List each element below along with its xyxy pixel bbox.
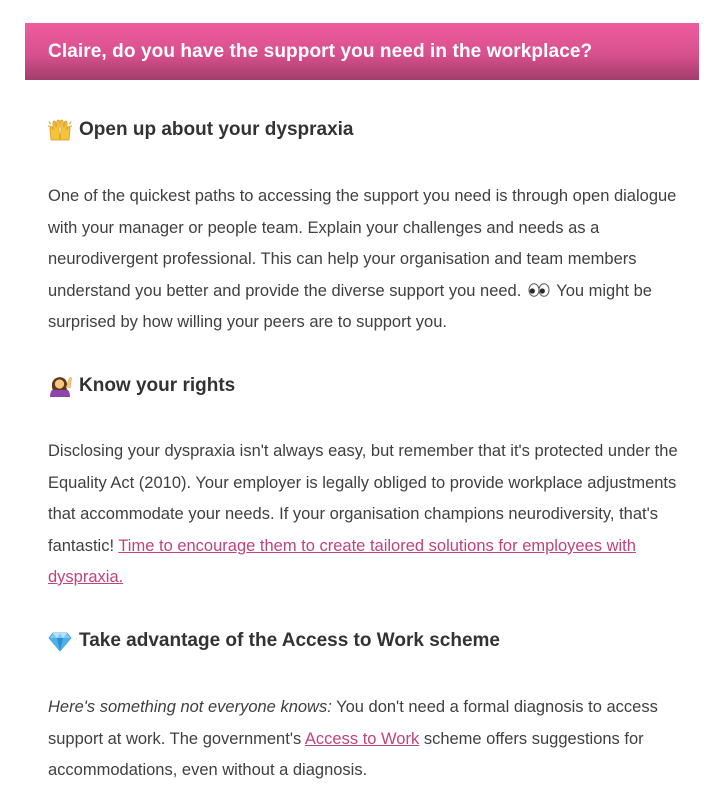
- section-heading-text: Open up about your dyspraxia: [79, 119, 354, 140]
- gem-icon: [48, 630, 72, 652]
- section-paragraph-know-rights: [48, 436, 678, 594]
- paragraph-text: One of the quickest paths to accessing the support you need is through open dialogue with your manager or people team. Explain your challenges and needs as a neurodivergent professional. This can help your organisation and team members understand you better and provide the diverse support you need.: [48, 187, 677, 300]
- section-heading-text: Know your rights: [79, 375, 236, 396]
- paragraph-text: Disclosing your dyspraxia isn't always easy, but remember that it's protected under the Equality Act (2010). Your employer is legally obliged to provide workplace adjustments that accommodate your needs. If your organisation champions neurodiversity, that's fantastic!: [48, 442, 678, 555]
- header-banner: [25, 23, 699, 80]
- section-heading-access-to-work: [48, 630, 500, 652]
- access-to-work-link[interactable]: Access to Work: [304, 729, 420, 748]
- raised-hands-icon: [48, 119, 72, 141]
- paragraph-text-end: scheme offers suggestions for accommodations, even without a diagnosis.: [48, 729, 644, 779]
- banner-title: Claire, do you have the support you need in the workplace?: [48, 40, 593, 62]
- woman-raising-hand-icon: [48, 375, 72, 397]
- section-heading-know-rights: [48, 375, 235, 397]
- section-heading-open-up: [48, 119, 354, 141]
- paragraph-text-end: You might be surprised by how willing your peers are to support you.: [48, 281, 652, 331]
- section-paragraph-open-up: [48, 181, 678, 339]
- section-heading-text: Take advantage of the Access to Work scheme: [79, 630, 500, 651]
- tailored-solutions-link[interactable]: Time to encourage them to create tailored solutions for employees with dyspraxia.: [48, 536, 636, 586]
- eyes-icon: [528, 277, 550, 291]
- italic-lead-text: Here's something not everyone knows:: [48, 698, 332, 716]
- paragraph-text: You don't need a formal diagnosis to access support at work. The government's: [48, 698, 658, 748]
- section-paragraph-access-to-work: [48, 692, 678, 787]
